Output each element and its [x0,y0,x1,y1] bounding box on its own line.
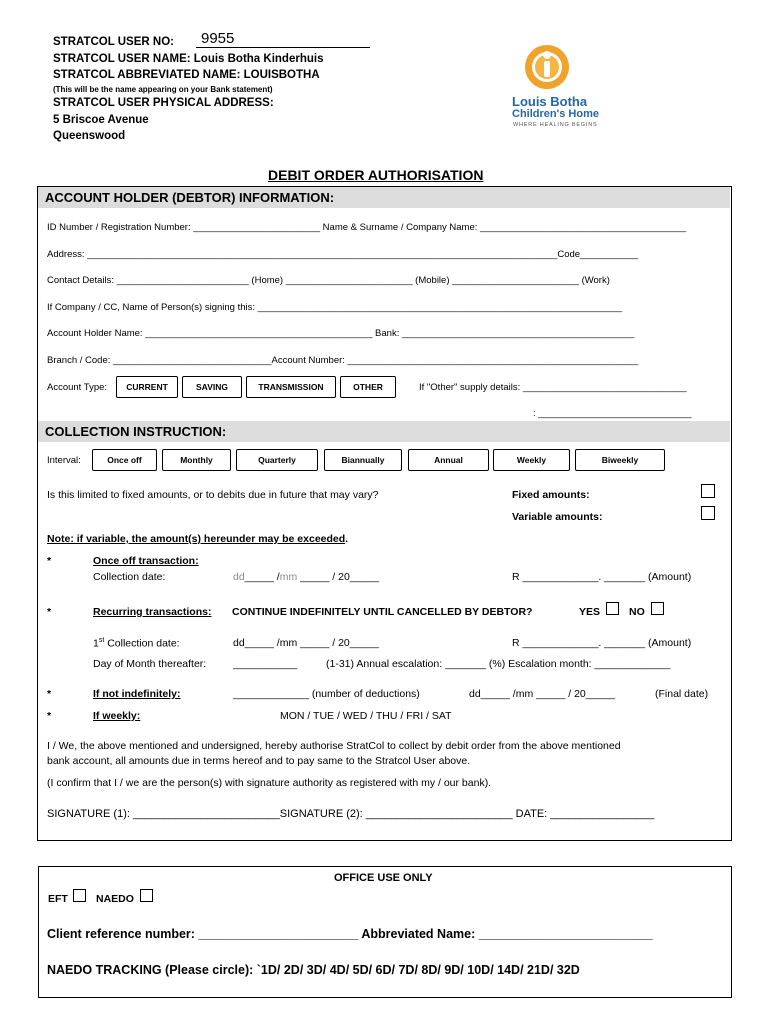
collection-date-label: Collection date: [93,571,166,583]
variable-amounts-checkbox[interactable] [701,506,715,520]
signature-authority-confirmation: (I confirm that I / we are the person(s) with signature authority as registered with my / our bank). [47,777,492,789]
account-type-transmission[interactable]: TRANSMISSION [246,376,336,398]
variable-note [47,533,348,545]
variable-note-end: . [345,533,349,545]
id-number-field[interactable]: ID Number / Registration Number: ________________________ Name & Surname / Company Name: _______________________________________ [47,222,687,233]
contact-details-field[interactable]: Contact Details: _________________________ (Home) ________________________ (Mobile) ________________________ (Work) [47,275,610,286]
signature-fields[interactable]: SIGNATURE (1): ________________________SIGNATURE (2): ________________________ DATE: _________________ [47,808,655,820]
account-type-label: Account Type: [47,382,108,393]
user-no-underline [196,47,370,48]
once-off-amount-field[interactable]: R _____________. _______ (Amount) [512,571,692,583]
address-line-2: Queenswood [53,130,126,142]
logo-name-line1: Louis Botha [512,94,588,109]
first-collection-sup: st [98,637,105,644]
logo-name-line2: Children's Home [512,108,599,120]
interval-annual[interactable]: Annual [408,449,489,471]
weekday-options[interactable]: MON / TUE / WED / THU / FRI / SAT [280,710,452,722]
recurring-date-field[interactable]: dd_____ /mm _____ / 20_____ [233,637,379,649]
collection-instruction-heading: COLLECTION INSTRUCTION: [38,421,730,442]
authorisation-text-line1: I / We, the above mentioned and undersigned, hereby authorise StratCol to collect by debit order from the above mentioned [47,740,621,752]
date-dd-placeholder: dd [233,571,245,583]
date-rest-fill: _____ / 20_____ [297,571,379,583]
variable-note-text: Note: if variable, the amount(s) hereunder may be exceeded [47,533,346,545]
eft-label: EFT [48,893,68,905]
bullet-recurring: * [47,606,52,618]
limited-amount-question: Is this limited to fixed amounts, or to debits due in future that may vary? [47,489,379,501]
once-off-date-field[interactable] [233,571,379,583]
recurring-title: Recurring transactions: [93,606,212,618]
logo-emblem-icon [523,42,571,92]
first-collection-date-label [93,637,180,650]
yes-checkbox[interactable] [606,602,619,615]
interval-label: Interval: [47,455,81,466]
escalation-field[interactable]: (1-31) Annual escalation: _______ (%) Escalation month: _____________ [326,658,671,670]
day-of-month-label: Day of Month thereafter: [93,658,207,670]
account-type-other[interactable]: OTHER [340,376,396,398]
date-dd-fill: _____ / [244,571,280,583]
interval-monthly[interactable]: Monthly [162,449,231,471]
no-label: NO [629,606,645,618]
bullet-once-off: * [47,555,52,567]
other-details-continued[interactable]: : _____________________________ [533,408,692,419]
page-title: DEBIT ORDER AUTHORISATION [268,167,484,183]
office-use-heading: OFFICE USE ONLY [334,872,433,884]
date-mm-placeholder: mm [279,571,298,583]
not-indefinitely-title: If not indefinitely: [93,688,181,700]
company-signatory-field[interactable]: If Company / CC, Name of Person(s) signing this: _____________________________________________________________________ [47,302,623,313]
final-date-label: (Final date) [655,688,709,700]
address-label: STRATCOL USER PHYSICAL ADDRESS: [53,97,274,109]
address-line-1: 5 Briscoe Avenue [53,114,149,126]
final-date-field[interactable]: dd_____ /mm _____ / 20_____ [469,688,615,700]
interval-quarterly[interactable]: Quarterly [236,449,318,471]
fixed-amounts-checkbox[interactable] [701,484,715,498]
address-field[interactable]: Address: _________________________________________________________________________________________Code___________ [47,249,639,260]
no-checkbox[interactable] [651,602,664,615]
naedo-checkbox[interactable] [140,889,153,902]
branch-code-field[interactable]: Branch / Code: ______________________________Account Number: _______________________________________________________ [47,355,639,366]
account-holder-name-field[interactable]: Account Holder Name: ___________________________________________ Bank: ____________________________________________ [47,328,635,339]
bullet-weekly: * [47,710,52,722]
account-type-saving[interactable]: SAVING [182,376,242,398]
interval-biannually[interactable]: Biannually [324,449,402,471]
interval-biweekly[interactable]: Biweekly [575,449,665,471]
user-no-value[interactable]: 9955 [201,30,235,47]
interval-weekly[interactable]: Weekly [493,449,570,471]
interval-once-off[interactable]: Once off [92,449,157,471]
continue-indefinitely-question: CONTINUE INDEFINITELY UNTIL CANCELLED BY DEBTOR? [232,606,533,618]
bank-statement-note: (This will be the name appearing on your Bank statement) [53,85,273,94]
naedo-tracking-options[interactable]: NAEDO TRACKING (Please circle): `1D/ 2D/ 3D/ 4D/ 5D/ 6D/ 7D/ 8D/ 9D/ 10D/ 14D/ 21D/ 32D [47,963,580,977]
naedo-label: NAEDO [96,893,134,905]
first-collection-num: 1 [93,637,99,650]
account-type-current[interactable]: CURRENT [116,376,178,398]
first-collection-text: Collection date: [104,637,180,650]
logo-tagline: WHERE HEALING BEGINS [513,122,598,128]
other-details-field[interactable]: If "Other" supply details: _______________________________ [419,382,687,393]
client-reference-field[interactable]: Client reference number: _______________________ Abbreviated Name: _________________________ [47,927,653,941]
eft-checkbox[interactable] [73,889,86,902]
number-of-deductions-field[interactable]: _____________ (number of deductions) [233,688,420,700]
day-of-month-field[interactable]: ___________ [233,658,298,670]
user-no-label: STRATCOL USER NO: [53,36,174,48]
account-holder-heading: ACCOUNT HOLDER (DEBTOR) INFORMATION: [38,187,730,208]
variable-amounts-label: Variable amounts: [512,511,603,523]
authorisation-text-line2: bank account, all amounts due in terms hereof and to pay same to the Stratcol User above. [47,755,471,767]
abbreviated-name: STRATCOL ABBREVIATED NAME: LOUISBOTHA [53,69,320,81]
once-off-title: Once off transaction: [93,555,199,567]
louis-botha-logo [509,42,609,132]
user-name: STRATCOL USER NAME: Louis Botha Kinderhuis [53,53,324,65]
recurring-amount-field[interactable]: R _____________. _______ (Amount) [512,637,692,649]
yes-label: YES [579,606,601,618]
fixed-amounts-label: Fixed amounts: [512,489,590,501]
weekly-title: If weekly: [93,710,141,722]
bullet-not-indefinitely: * [47,688,52,700]
